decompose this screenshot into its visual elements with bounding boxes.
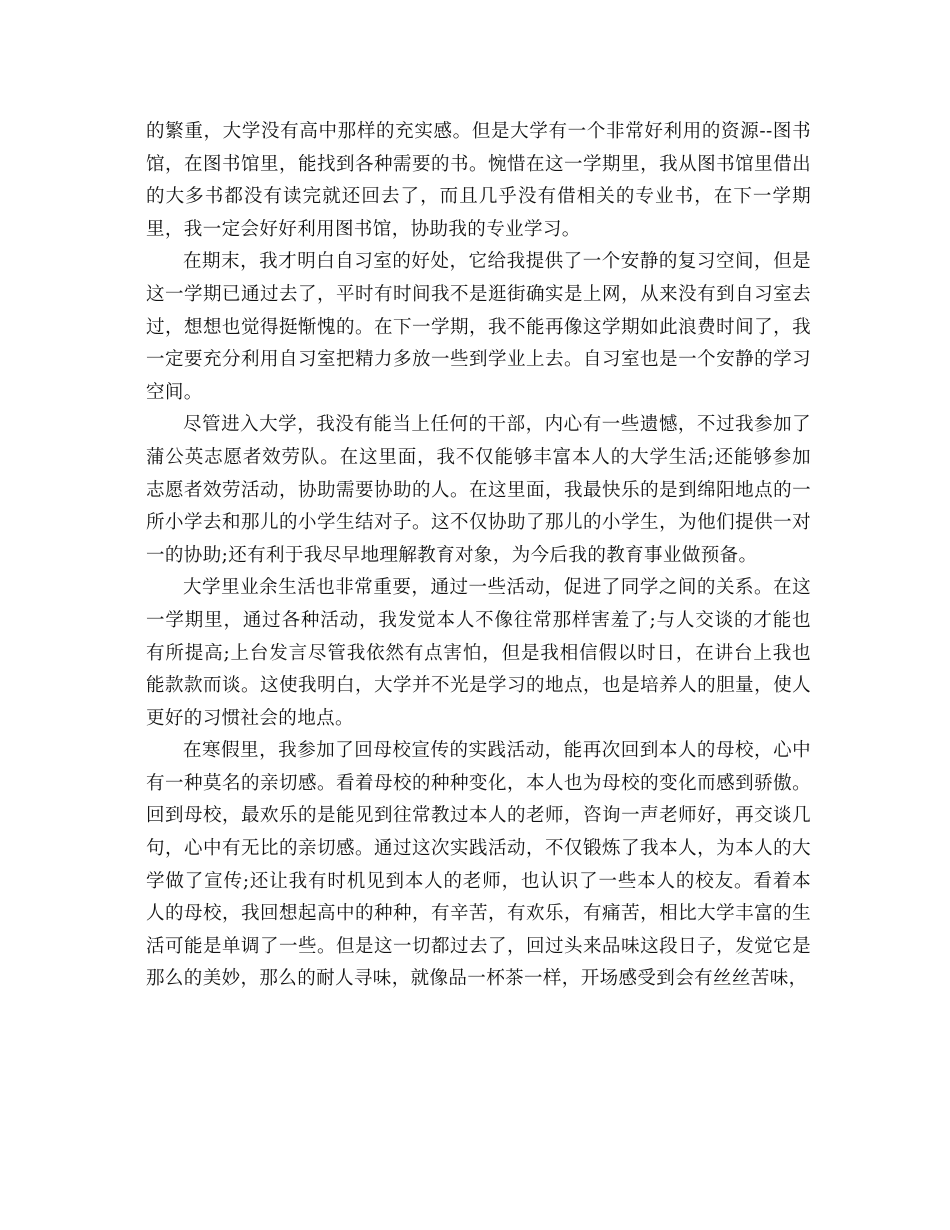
paragraph-5: 在寒假里，我参加了回母校宣传的实践活动，能再次回到本人的母校，心中有一种莫名的亲切感。看着母校的种种变化，本人也为母校的变化而感到骄傲。回到母校，最欢乐的是能见到往常教过本人的老师，咨询一声老师好，再交谈几句，心中有无比的亲切感。通过这次实践活动，不仅锻炼了我本人，为本人的大学做了宣传;还让我有时机见到本人的老师，也认识了一些本人的校友。看着本人的母校，我回想起高中的种种，有辛苦，有欢乐，有痛苦，相比大学丰富的生活可能是单调了一些。但是这一切都过去了，回过头来品味这段日子，发觉它是那么的美妙，那么的耐人寻味，就像品一杯茶一样，开场感受到会有丝丝苦味， bbox=[146, 740, 811, 990]
paragraph-4: 大学里业余生活也非常重要，通过一些活动，促进了同学之间的关系。在这一学期里，通过各种活动，我发觉本人不像往常那样害羞了;与人交谈的才能也有所提高;上台发言尽管我依然有点害怕，但是我相信假以时日，在讲台上我也能款款而谈。这使我明白，大学并不光是学习的地点，也是培养人的胆量，使人更好的习惯社会的地点。 bbox=[146, 577, 811, 729]
paragraph-3: 尽管进入大学，我没有能当上任何的干部，内心有一些遗憾，不过我参加了蒲公英志愿者效劳队。在这里面，我不仅能够丰富本人的大学生活;还能够参加志愿者效劳活动，协助需要协助的人。在这里面，我最快乐的是到绵阳地点的一所小学去和那儿的小学生结对子。这不仅协助了那儿的小学生，为他们提供一对一的协助;还有利于我尽早地理解教育对象，为今后我的教育事业做预备。 bbox=[146, 414, 811, 566]
paragraph-1: 的繁重，大学没有高中那样的充实感。但是大学有一个非常好利用的资源--图书馆，在图书馆里，能找到各种需要的书。惋惜在这一学期里，我从图书馆里借出的大多书都没有读完就还回去了，而且几乎没有借相关的专业书，在下一学期里，我一定会好好利用图书馆，协助我的专业学习。 bbox=[146, 121, 811, 240]
document-page bbox=[146, 116, 811, 996]
paragraph-2: 在期末，我才明白自习室的好处，它给我提供了一个安静的复习空间，但是这一学期已通过去了，平时有时间我不是逛街确实是上网，从来没有到自习室去过，想想也觉得挺惭愧的。在下一学期，我不能再像这学期如此浪费时间了，我一定要充分利用自习室把精力多放一些到学业上去。自习室也是一个安静的学习空间。 bbox=[146, 251, 811, 403]
